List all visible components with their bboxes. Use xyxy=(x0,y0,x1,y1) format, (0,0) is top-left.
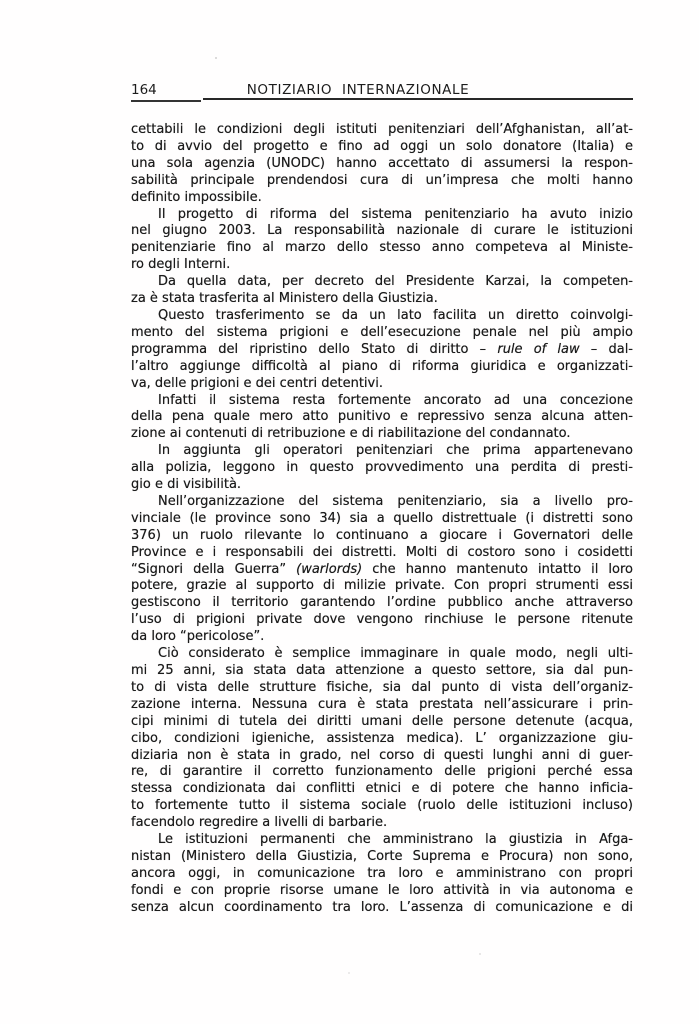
text-line: sabilità principale prendendosi cura di un’impresa che molti hanno xyxy=(131,172,633,188)
body-text xyxy=(131,122,633,917)
page-number: 164 xyxy=(131,82,157,98)
paragraph xyxy=(131,207,633,275)
text-line: gio e di visibilità. xyxy=(131,477,242,493)
text-line: definito impossibile. xyxy=(131,189,262,205)
paragraph xyxy=(131,443,633,494)
text-line: vinciale (le province sono 34) sia a quello distrettuale (i distretti sono xyxy=(131,510,633,526)
text-line: to di avvio del progetto e fino ad oggi un solo donatore (Italia) e xyxy=(131,138,633,154)
header-rule-left-segment xyxy=(131,100,201,102)
text-line: Nell’organizzazione del sistema penitenziario, sia a livello pro- xyxy=(158,493,633,509)
text-line: facendolo regredire a livelli di barbarie. xyxy=(131,815,388,831)
text-line: una sola agenzia (UNODC) hanno accettato di assumersi la respon- xyxy=(131,155,633,171)
scan-speck xyxy=(215,57,217,59)
text-line: In aggiunta gli operatori penitenziari che prima appartenevano xyxy=(158,443,633,459)
text-line: 376) un ruolo rilevante lo continuano a giocare i Governatori delle xyxy=(131,527,633,543)
paragraph xyxy=(131,646,633,832)
text-line: Da quella data, per decreto del Presidente Karzai, la competen- xyxy=(158,274,633,290)
text-line: zione ai contenuti di retribuzione e di riabilitazione del condannato. xyxy=(131,426,571,442)
running-header-title: NOTIZIARIO INTERNAZIONALE xyxy=(246,82,470,98)
scan-speck xyxy=(479,953,481,955)
text-line: potere, grazie al supporto di milizie private. Con propri strumenti essi xyxy=(131,578,633,594)
text-line: ro degli Interni. xyxy=(131,257,231,273)
page-header xyxy=(131,83,633,99)
scan-speck xyxy=(348,972,350,974)
paragraph xyxy=(131,308,633,393)
paragraph xyxy=(131,274,633,308)
paragraph xyxy=(131,393,633,444)
text-line: cettabili le condizioni degli istituti penitenziari dell’Afghanistan, all’at- xyxy=(131,122,633,137)
text-line: l’altro aggiunge difficoltà al piano di riforma giuridica e organizzati- xyxy=(131,358,633,374)
text-line: cipi minimi di tutela dei diritti umani delle persone detenute (acqua, xyxy=(131,713,633,729)
text-line: mento del sistema prigioni e dell’esecuzione penale nel più ampio xyxy=(131,324,633,340)
italic-run: (warlords) xyxy=(296,561,363,577)
text-line: mi 25 anni, sia stata data attenzione a questo settore, sia dal pun- xyxy=(131,663,633,678)
text-line: l’uso di prigioni private dove vengono rinchiuse le persone ritenute xyxy=(131,612,633,628)
text-line: ancora oggi, in comunicazione tra loro e amministrano con propri xyxy=(131,865,633,881)
paragraph xyxy=(131,494,633,646)
text-line: gestiscono il territorio garantendo l’ordine pubblico anche attraverso xyxy=(131,595,633,611)
text-line: za è stata trasferita al Ministero della Giustizia. xyxy=(131,291,438,307)
header-rule xyxy=(203,98,633,100)
text-line: to di vista delle strutture fisiche, sia dal punto di vista dell’organiz- xyxy=(131,679,633,695)
text-line: va, delle prigioni e dei centri detentivi. xyxy=(131,375,383,391)
text-line: nel giugno 2003. La responsabilità nazionale di curare le istituzioni xyxy=(131,223,633,239)
text-line: Il progetto di riforma del sistema penitenziario ha avuto inizio xyxy=(158,206,633,222)
text-line: cibo, condizioni igieniche, assistenza medica). L’ organizzazione giu- xyxy=(131,730,633,746)
italic-run: rule of law xyxy=(497,341,580,357)
text-line: della pena quale mero atto punitivo e repressivo senza alcuna atten- xyxy=(131,409,633,425)
text-line: Le istituzioni permanenti che amministrano la giustizia in Afga- xyxy=(158,832,633,848)
text-line: programma del ripristino dello Stato di diritto – rule of law – dal- xyxy=(131,341,633,357)
text-line: nistan (Ministero della Giustizia, Corte Suprema e Procura) non sono, xyxy=(131,848,633,864)
text-line: zazione interna. Nessuna cura è stata prestata nell’assicurare i prin- xyxy=(131,696,633,712)
text-line: “Signori della Guerra” (warlords) che hanno mantenuto intatto il loro xyxy=(131,561,633,577)
paragraph xyxy=(131,832,633,917)
text-line: Infatti il sistema resta fortemente ancorato ad una concezione xyxy=(158,392,633,408)
paragraph xyxy=(131,122,633,207)
text-line: Questo trasferimento se da un lato facilita un diretto coinvolgi- xyxy=(158,307,633,323)
text-line: penitenziarie fino al marzo dello stesso anno competeva al Ministe- xyxy=(131,240,633,256)
text-line: stessa condizionata dai conflitti etnici e di potere che hanno inficia- xyxy=(131,781,633,797)
text-line: re, di garantire il corretto funzionamento delle prigioni perché essa xyxy=(131,764,633,780)
text-line: senza alcun coordinamento tra loro. L’assenza di comunicazione e di xyxy=(131,899,633,915)
text-line: to fortemente tutto il sistema sociale (ruolo delle istituzioni incluso) xyxy=(131,798,633,814)
text-line: alla polizia, leggono in questo provvedimento una perdita di presti- xyxy=(131,460,633,476)
text-line: da loro “pericolose”. xyxy=(131,629,265,645)
text-line: fondi e con proprie risorse umane le loro attività in via autonoma e xyxy=(131,882,633,898)
text-line: Province e i responsabili dei distretti. Molti di costoro sono i cosidetti xyxy=(131,544,633,560)
text-line: Ciò considerato è semplice immaginare in quale modo, negli ulti- xyxy=(158,646,633,662)
text-line: diziaria non è stata in grado, nel corso di questi lunghi anni di guer- xyxy=(131,747,633,763)
